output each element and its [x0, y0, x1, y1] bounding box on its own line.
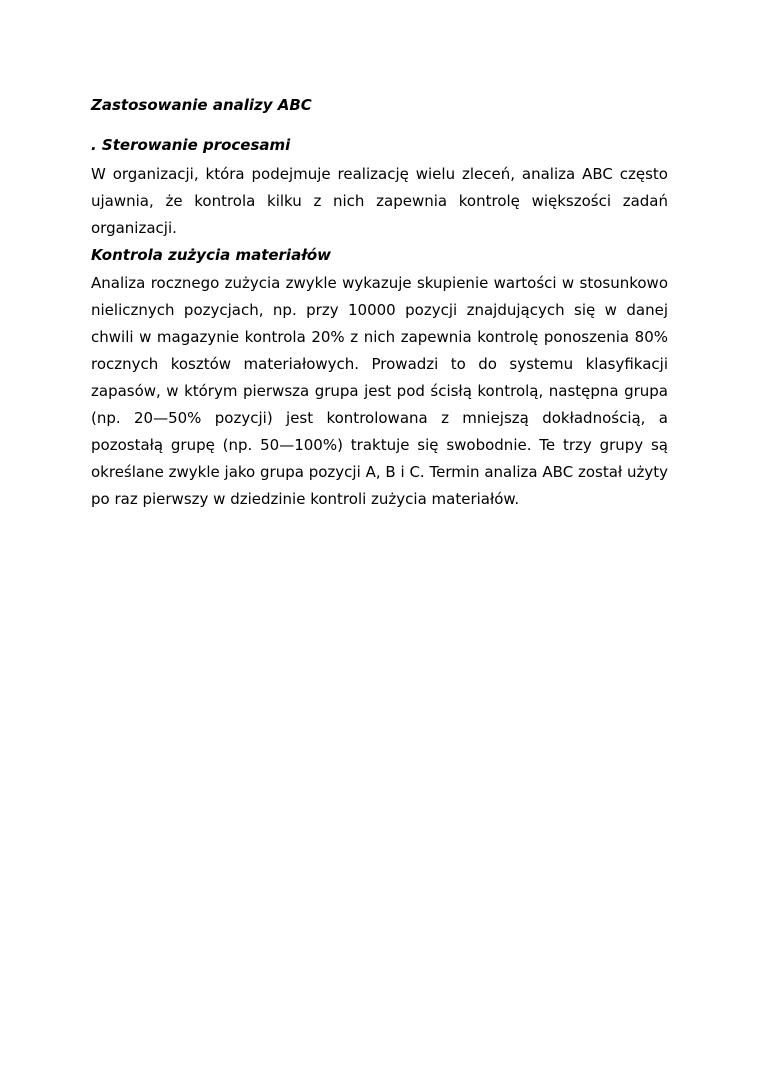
section-heading-material-usage-control: Kontrola zużycia materiałów — [91, 246, 331, 264]
section-process-control — [91, 135, 668, 242]
section-heading-process-control: . Sterowanie procesami — [91, 136, 291, 154]
document-page — [91, 95, 668, 516]
document-title: Zastosowanie analizy ABC — [91, 96, 312, 114]
section-material-usage-control — [91, 245, 668, 513]
section-paragraph-material-usage-control: Analiza rocznego zużycia zwykle wykazuje skupienie wartości w stosunkowo nielicznych pozycjach, np. przy 10000 pozycji znajdujących się w danej chwili w magazynie kontrola 20% z nich zapewnia kontrolę ponoszenia 80% rocznych kosztów materiałowych. Prowadzi to do systemu klasyfikacji zapasów, w którym pierwsza grupa jest pod ścisłą kontrolą, następna grupa (np. 20—50% pozycji) jest kontrolowana z mniejszą dokładnością, a pozostałą grupę (np. 50—100%) traktuje się swobodnie. Te trzy grupy są określane zwykle jako grupa pozycji A, B i C. Termin analiza ABC został użyty po raz pierwszy w dziedzinie kontroli zużycia materiałów. — [91, 274, 668, 508]
section-paragraph-process-control: W organizacji, która podejmuje realizację wielu zleceń, analiza ABC często ujawnia, że kontrola kilku z nich zapewnia kontrolę większości zadań organizacji. — [91, 165, 668, 237]
